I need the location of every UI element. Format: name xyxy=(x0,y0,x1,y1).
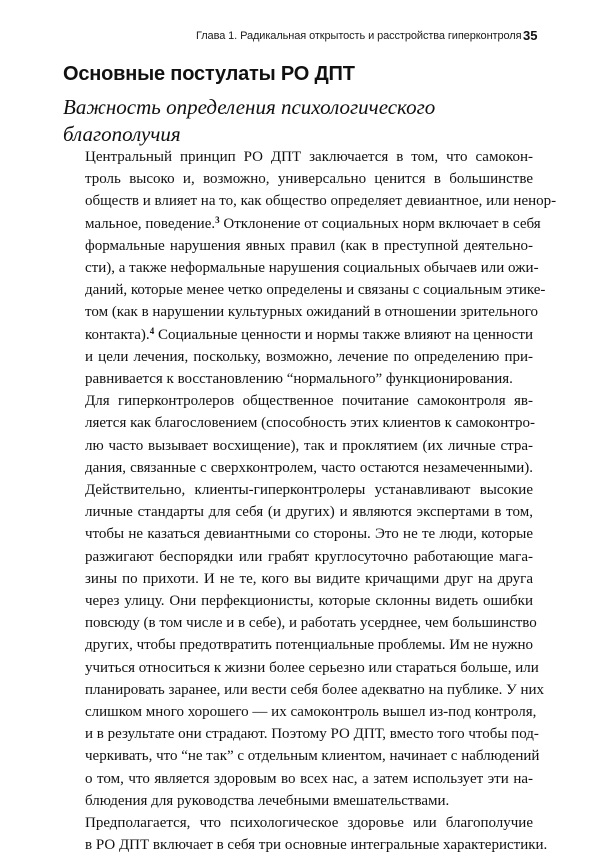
text-line: и в результате они страдают. Поэтому РО ДПТ, вместо того чтобы под- xyxy=(85,726,539,743)
subsection-title xyxy=(63,94,533,148)
text-line: Центральный принцип РО ДПТ заключается в том, что самокон- xyxy=(85,149,533,165)
text-line: Предполагается, что психологическое здоровье или благополучие xyxy=(85,815,533,832)
text-segment: Отклонение от социальных норм включает в себя xyxy=(219,215,541,232)
text-line xyxy=(63,213,541,235)
paragraph-2 xyxy=(63,390,545,812)
subsection-title-line: благополучия xyxy=(63,122,181,146)
text-line: о том, что является здоровым во всех нас, а затем использует эти на- xyxy=(85,770,533,787)
text-line: Действительно, клиенты-гиперконтролеры устанавливают высокие xyxy=(85,482,533,499)
text-line: других, чтобы предотвратить потенциальные проблемы. Им не нужно xyxy=(85,637,534,654)
text-line: Для гиперконтролеров общественное почитание самоконтроля яв- xyxy=(85,393,533,410)
text-line: повсюду (в том числе и в себе), и работать усерднее, чем большинство xyxy=(85,615,537,632)
running-header: Глава 1. Радикальная открытость и расстройства гиперконтроля xyxy=(196,30,522,42)
text-line: зины по прихоти. И не те, кого вы видите кричащими друг на друга xyxy=(85,570,533,587)
text-line: личные стандарты для себя (и других) и являются экспертами в том, xyxy=(85,504,533,521)
text-line: сти), а также неформальные нарушения социальных обычаев или ожи- xyxy=(85,260,539,277)
subsection-title-line: Важность определения психологического xyxy=(63,95,436,119)
text-line: формальные нарушения явных правил (как в преступной деятельно- xyxy=(85,237,533,254)
text-line: даний, которые менее четко определены и связаны с социальным этике- xyxy=(85,282,546,299)
text-line: в РО ДПТ включает в себя три основные интегральные характеристики. xyxy=(85,837,548,854)
text-segment: контакта). xyxy=(85,326,150,343)
text-line: слишком много хорошего — их самоконтроль вышел из-под контроля, xyxy=(85,704,537,721)
paragraph-3 xyxy=(63,812,548,856)
text-line: планировать заранее, или вести себя более адекватно на публике. У них xyxy=(85,681,545,698)
text-line: черкивать, что “не так” с отдельным клиентом, начинает с наблюдений xyxy=(85,748,540,765)
text-line: ляется как благословением (способность этих клиентов к самоконтро- xyxy=(85,415,535,432)
footnote-ref[interactable]: 3 xyxy=(215,214,220,225)
text-line: и цели лечения, поскольку, возможно, лечение по определению при- xyxy=(85,348,533,365)
section-title: Основные постулаты РО ДПТ xyxy=(63,63,355,85)
text-line xyxy=(63,324,533,346)
paragraph-1 xyxy=(63,146,557,390)
text-line: через улицу. Они перфекционисты, которые склонны видеть ошибки xyxy=(85,593,533,610)
text-line: блюдения для руководства лечебными вмешательствами. xyxy=(85,792,450,809)
text-line: лю часто вызывает восхищение), так и проклятием (их личные стра- xyxy=(85,437,533,454)
text-line: равнивается к восстановлению “нормального” функционирования. xyxy=(85,371,513,388)
text-line: троль высоко и, возможно, универсально ценится в большинстве xyxy=(85,171,533,188)
text-line: разжигают беспорядки или грабят круглосуточно работающие мага- xyxy=(85,548,533,565)
text-line: дания, связанные с сверхконтролем, часто остаются незамеченными). xyxy=(85,459,533,476)
text-line: обществ и влияет на то, как общество определяет девиантное, или ненор- xyxy=(85,193,557,210)
page-number: 35 xyxy=(523,28,538,43)
text-line: чтобы не казаться девиантными со стороны. Это не те люди, которые xyxy=(85,526,533,543)
text-segment: Социальные ценности и нормы также влияют на ценности xyxy=(154,326,533,343)
footnote-ref[interactable]: 4 xyxy=(149,325,155,336)
text-segment: мальное, поведение. xyxy=(85,215,216,232)
text-line: учиться относиться к жизни более серьезно или стараться больше, или xyxy=(85,659,539,676)
text-line: том (как в нарушении культурных ожиданий в отношении зрительного xyxy=(85,304,539,321)
